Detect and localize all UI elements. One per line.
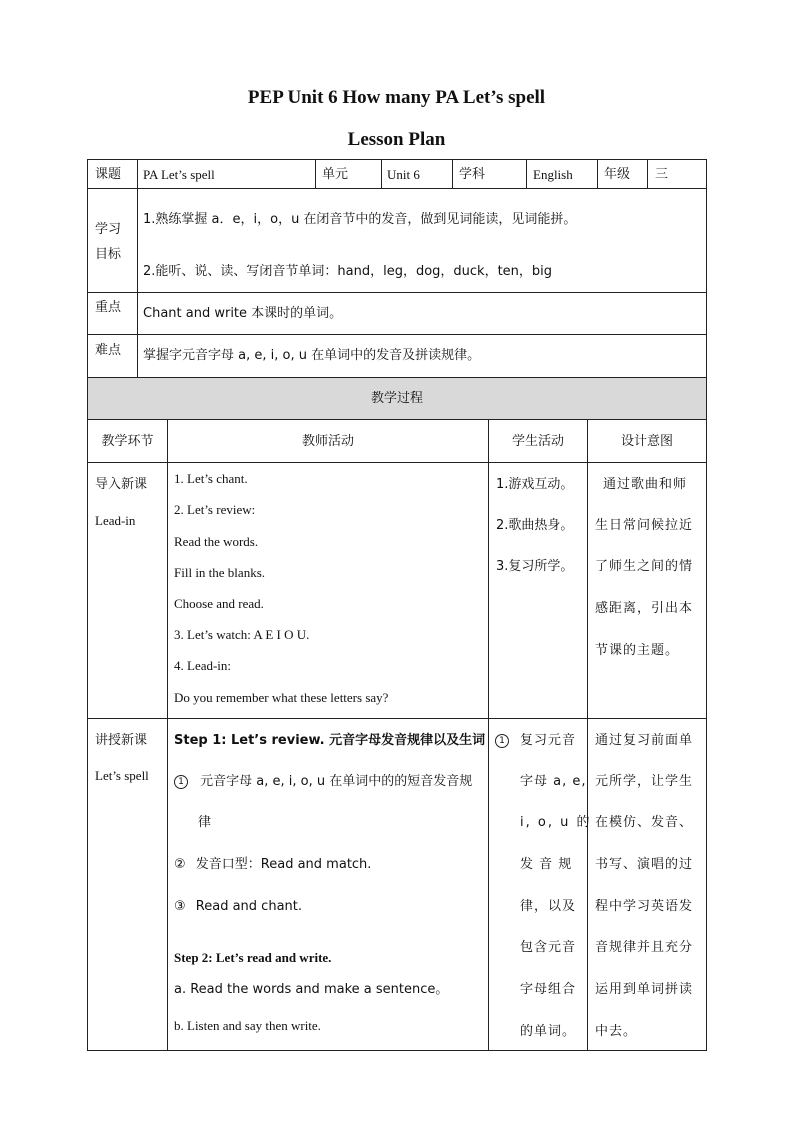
topic-value: PA Let’s spell	[143, 167, 215, 182]
lead-in-student-line: 2.歌曲热身。	[496, 518, 574, 533]
col-stage: 教学环节	[101, 434, 154, 449]
grid-line	[452, 159, 453, 188]
new-lesson-intent-line: 元所学，让学生	[595, 774, 694, 789]
grid-line	[381, 159, 382, 188]
lead-in-teacher-line: Do you remember what these letters say?	[174, 690, 389, 705]
subject-label: 学科	[459, 167, 486, 182]
grade-label: 年级	[604, 167, 631, 182]
new-lesson-intent-line: 音规律并且充分	[595, 940, 694, 955]
new-lesson-student-line: i, o, u 的	[520, 815, 592, 830]
new-lesson-student-line: 字母组合	[520, 982, 577, 997]
topic-label: 课题	[95, 167, 122, 182]
lead-in-stage-en: Lead-in	[95, 513, 136, 528]
lead-in-intent-line: 感距离，引出本	[595, 601, 694, 616]
new-lesson-student-line: 发 音 规	[520, 857, 573, 872]
grid-line	[647, 159, 648, 188]
step2-title: Step 2: Let’s read and write.	[174, 950, 332, 965]
lead-in-student-line: 1.游戏互动。	[496, 477, 574, 492]
lead-in-student-line: 3.复习所学。	[496, 559, 574, 574]
lead-in-teacher-line: 4. Lead-in:	[174, 658, 232, 673]
lead-in-stage-cn: 导入新课	[95, 477, 148, 492]
lead-in-teacher-line: 1. Let’s chant.	[174, 471, 248, 486]
step1-item1	[174, 774, 472, 790]
grid-line	[587, 419, 588, 1051]
grid-line	[87, 334, 707, 335]
step1-item2-number: ②	[174, 857, 186, 872]
new-lesson-stage-cn: 讲授新课	[95, 733, 148, 748]
step1-item2	[174, 857, 371, 873]
new-lesson-intent-line: 程中学习英语发	[595, 899, 694, 914]
difficulties-value: 掌握字元音字母 a, e, i, o, u 在单词中的发音及拼读规律。	[143, 348, 481, 363]
grid-line	[167, 419, 168, 1051]
objective-2: 2.能听、说、读、写闭音节单词：hand，leg，dog，duck，ten，big	[143, 264, 553, 279]
lead-in-teacher-line: Read the words.	[174, 534, 259, 549]
new-lesson-student-line: 字母 a, e,	[520, 774, 587, 789]
key-points-value: Chant and write 本课时的单词。	[143, 306, 343, 321]
col-teacher: 教师活动	[301, 434, 354, 449]
grid-line	[137, 159, 138, 377]
step1-item1-number: 1	[174, 775, 188, 789]
document-subtitle: Lesson Plan	[347, 129, 446, 150]
new-lesson-student-line: 复习元音	[520, 733, 577, 748]
grid-line	[488, 419, 489, 1051]
student-circled-number: 1	[495, 734, 509, 748]
step1-item3	[174, 899, 302, 915]
new-lesson-student-line: 包含元音	[520, 940, 577, 955]
objectives-label-1: 学习	[95, 222, 122, 237]
new-lesson-intent-line: 通过复习前面单	[595, 733, 694, 748]
grade-value: 三	[655, 167, 669, 182]
document-title: PEP Unit 6 How many PA Let’s spell	[247, 87, 546, 108]
grid-line	[87, 462, 707, 463]
lead-in-teacher-line: Choose and read.	[174, 596, 264, 611]
lead-in-teacher-line: 2. Let’s review:	[174, 502, 256, 517]
new-lesson-student-line: 律，以及	[520, 899, 577, 914]
grid-line	[87, 292, 707, 293]
step1-item1-cont: 律	[198, 815, 212, 830]
grid-line	[87, 718, 707, 719]
step1-item1-text: 元音字母 a, e, i, o, u 在单词中的的短音发音规	[200, 774, 473, 789]
step2-a: a. Read the words and make a sentence。	[174, 982, 449, 997]
unit-label: 单元	[322, 167, 349, 182]
grid-line	[315, 159, 316, 188]
key-points-label: 重点	[95, 300, 122, 315]
lead-in-intent-line: 生日常问候拉近	[595, 518, 694, 533]
step1-item3-number: ③	[174, 899, 186, 914]
lead-in-intent-line: 通过歌曲和师	[603, 477, 688, 492]
new-lesson-student-line: 的单词。	[520, 1024, 577, 1039]
new-lesson-intent-line: 书写、演唱的过	[595, 857, 694, 872]
objective-1: 1.熟练掌握 a．e，i，o，u 在闭音节中的发音，做到见词能读，见词能拼。	[143, 212, 577, 227]
col-intent: 设计意图	[620, 434, 673, 449]
grid-line	[597, 159, 598, 188]
new-lesson-student-number	[495, 733, 509, 749]
step1-item3-text: Read and chant.	[195, 899, 303, 914]
grid-line	[526, 159, 527, 188]
new-lesson-stage-en: Let’s spell	[95, 768, 149, 783]
unit-value: Unit 6	[387, 167, 420, 182]
process-title: 教学过程	[370, 391, 423, 406]
lead-in-teacher-line: Fill in the blanks.	[174, 565, 265, 580]
lead-in-teacher-line: 3. Let’s watch: A E I O U.	[174, 627, 310, 642]
grid-line	[87, 188, 707, 189]
objectives-label-2: 目标	[95, 247, 122, 262]
grid-line	[87, 419, 707, 420]
lead-in-intent-line: 了师生之间的情	[595, 559, 694, 574]
step2-b: b. Listen and say then write.	[174, 1018, 321, 1033]
step1-item2-text: 发音口型：Read and match.	[195, 857, 372, 872]
lead-in-intent-line: 节课的主题。	[595, 643, 680, 658]
subject-value: English	[533, 167, 573, 182]
col-student: 学生活动	[511, 434, 564, 449]
new-lesson-intent-line: 中去。	[595, 1024, 638, 1039]
difficulties-label: 难点	[95, 343, 122, 358]
step1-title: Step 1: Let’s review. 元音字母发音规律以及生词	[174, 733, 486, 748]
new-lesson-intent-line: 在模仿、发音、	[595, 815, 694, 830]
new-lesson-intent-line: 运用到单词拼读	[595, 982, 694, 997]
